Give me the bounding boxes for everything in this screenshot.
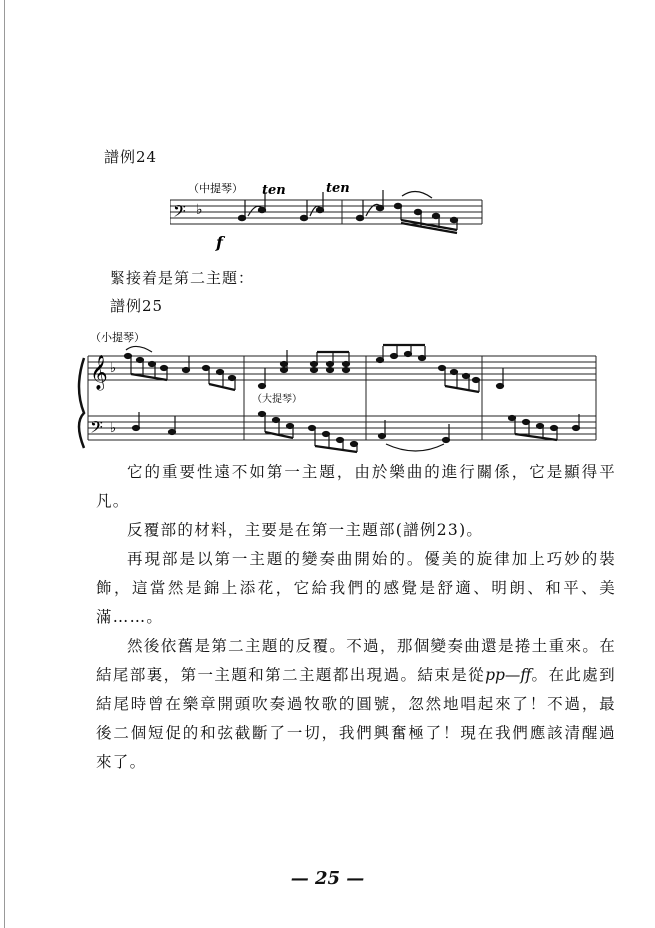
example-25-label: 譜例25 xyxy=(110,297,164,315)
staff-lines xyxy=(170,200,482,224)
treble-flat-icon: ♭ xyxy=(110,361,117,376)
example-25-score xyxy=(76,328,606,458)
second-theme-intro: 緊接着是第二主題： xyxy=(110,269,255,287)
dynamic-forte: f xyxy=(216,233,223,252)
body-text xyxy=(96,458,616,777)
instrument-label-violin: （小提琴） xyxy=(90,331,145,344)
instrument-label-viola: （中提琴） xyxy=(188,182,243,195)
flat-key-signature-icon: ♭ xyxy=(196,202,203,218)
dynamics-marking: pp—ff xyxy=(485,666,532,684)
bass-clef-icon: 𝄢 xyxy=(90,417,103,441)
bass-staff-lines xyxy=(88,416,596,440)
paragraph-4-after: 。在此處到結尾時曾在樂章開頭吹奏過牧歌的圓號，忽然地唱起來了！不過，最後二個短促的和弦截斷了一切，我們興奮極了！現在我們應該清醒過來了。 xyxy=(96,666,616,771)
tenuto-mark-2: ten xyxy=(326,181,350,196)
paragraph-4-before: 然後依舊是第二主題的反覆。不過，那個變奏曲還是捲土重來。在結尾部裏，第一主題和第二主題都出現過。結束是從 xyxy=(96,637,616,684)
bass-clef-icon: 𝄢 xyxy=(173,201,186,225)
scan-margin-line xyxy=(4,0,5,928)
brace-icon xyxy=(79,358,84,448)
tenuto-mark-1: ten xyxy=(262,183,286,198)
instrument-label-cello: （大提琴） xyxy=(252,394,302,405)
page-number: — 25 — xyxy=(290,868,365,889)
paragraph-1: 它的重要性遠不如第一主題，由於樂曲的進行關係，它是顯得平凡。 xyxy=(96,463,616,510)
example-24-label: 譜例24 xyxy=(104,148,158,166)
bass-notes xyxy=(133,412,580,453)
paragraph-4 xyxy=(96,632,616,777)
bass-flat-icon: ♭ xyxy=(110,421,117,436)
paragraph-2: 反覆部的材料，主要是在第一主題部(譜例23)。 xyxy=(127,521,484,539)
treble-clef-icon: 𝄞 xyxy=(90,355,108,390)
example-24-score xyxy=(170,176,490,256)
paragraph-3: 再現部是以第一主題的變奏曲開始的。優美的旋律加上巧妙的裝飾，這當然是錦上添花，它給我們的感覺是舒適、明朗、和平、美滿……。 xyxy=(96,550,616,626)
